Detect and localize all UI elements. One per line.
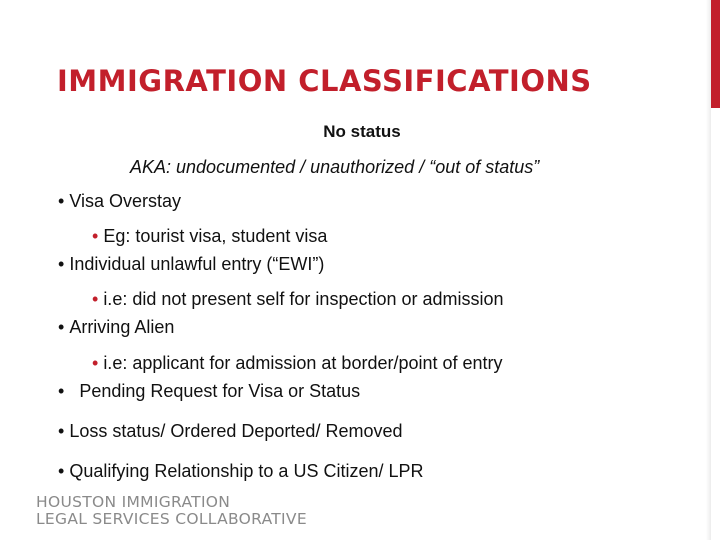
organization-logo: [36, 494, 307, 528]
edge-shade: [706, 0, 711, 540]
bullet-dot-icon: •: [92, 353, 104, 373]
bullet-dot-icon: •: [58, 421, 70, 441]
bullet-pending-request: • Pending Request for Visa or Status: [58, 381, 361, 401]
sub-bullet-visa-examples: • Eg: tourist visa, student visa: [92, 226, 328, 246]
bullet-qualifying-relationship: • Qualifying Relationship to a US Citizen/ LPR: [58, 461, 424, 481]
sub-bullet-inspection: • i.e: did not present self for inspection or admission: [92, 289, 504, 309]
bullet-dot-icon: •: [58, 461, 70, 481]
bullet-loss-status: • Loss status/ Ordered Deported/ Removed: [58, 421, 403, 441]
logo-line-1: HOUSTON IMMIGRATION: [36, 493, 231, 511]
bullet-unlawful-entry: • Individual unlawful entry (“EWI”): [58, 254, 325, 274]
aka-line: AKA: undocumented / unauthorized / “out of status”: [130, 157, 540, 177]
bullet-arriving-alien: • Arriving Alien: [58, 317, 175, 337]
logo-line-2: LEGAL SERVICES COLLABORATIVE: [36, 510, 307, 528]
subtitle: [0, 122, 720, 142]
sub-bullet-border: • i.e: applicant for admission at border/point of entry: [92, 353, 503, 373]
bullet-dot-icon: •: [92, 226, 104, 246]
bullet-dot-icon: •: [58, 254, 70, 274]
bullet-dot-icon: •: [58, 381, 80, 401]
bullet-dot-icon: •: [58, 317, 70, 337]
slide-title: IMMIGRATION CLASSIFICATIONS: [57, 64, 592, 98]
bullet-dot-icon: •: [92, 289, 104, 309]
subtitle-text: No status: [323, 122, 401, 141]
bullet-dot-icon: •: [58, 191, 70, 211]
accent-bar: [711, 0, 720, 108]
bullet-visa-overstay: • Visa Overstay: [58, 191, 182, 211]
